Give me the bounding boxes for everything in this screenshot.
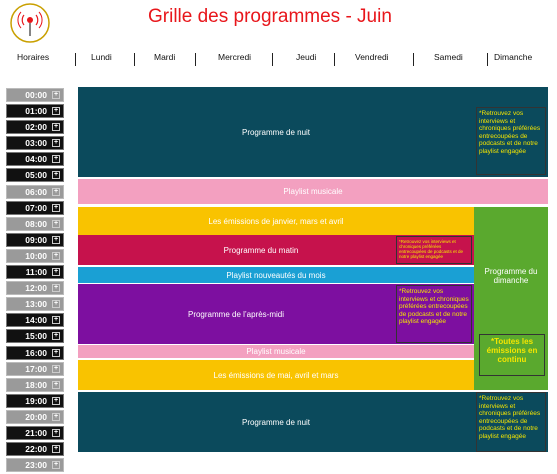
col-horaires: Horaires [17,52,50,62]
expand-icon[interactable]: + [53,187,59,195]
divider [272,53,273,66]
hour-cell[interactable]: 06:00 + [6,185,64,199]
continu-note: *Toutes les émissions en continu [479,334,545,376]
expand-icon[interactable]: + [53,268,59,276]
expand-icon[interactable]: + [53,428,59,436]
expand-icon[interactable]: + [53,203,59,211]
hour-cell[interactable]: 10:00 + [6,249,64,263]
col-vendredi: Vendredi [355,52,389,62]
expand-icon[interactable]: + [53,396,59,404]
hour-cell[interactable]: 19:00 + [6,394,64,408]
hour-cell[interactable]: 12:00 + [6,281,64,295]
divider [487,53,488,66]
expand-icon[interactable]: + [53,155,59,163]
expand-icon[interactable]: + [53,219,59,227]
expand-icon[interactable]: + [53,380,59,388]
program-nuit-block[interactable]: Programme de nuit [78,87,474,177]
hour-cell[interactable]: 02:00 + [6,120,64,134]
hours-column [6,88,64,474]
hour-cell[interactable]: 01:00 + [6,104,64,118]
hour-cell[interactable]: 11:00 + [6,265,64,279]
expand-icon[interactable]: + [53,364,59,372]
divider [134,53,135,66]
col-mercredi: Mercredi [218,52,252,62]
info-note: *Retrouvez vos interviews et chroniques préférées entrecoupées de podcasts et de notre playlist engagée [476,107,546,175]
program-playlist-block[interactable]: Playlist musicale [78,179,548,204]
col-dimanche: Dimanche [494,52,533,62]
expand-icon[interactable]: + [53,284,59,292]
radio-logo [10,3,50,43]
info-note: *Retrouvez vos interviews et chroniques préférées entrecoupées de podcasts et de notre playlist engagée [396,285,472,343]
program-apresmidi-block[interactable]: Programme de l’après-midi [78,284,474,344]
expand-icon[interactable]: + [53,300,59,308]
hour-cell[interactable]: 09:00 + [6,233,64,247]
info-note: *Retrouvez vos interviews et chroniques préférées entrecoupées de podcasts et de notre playlist engagée [476,392,546,452]
divider [195,53,196,66]
expand-icon[interactable]: + [53,348,59,356]
col-samedi: Samedi [434,52,463,62]
program-emissions2-block[interactable]: Les émissions de mai, avril et mars [78,360,474,390]
hour-cell[interactable]: 07:00 + [6,201,64,215]
program-nouveautes-block[interactable]: Playlist nouveautés du mois [78,267,474,283]
col-mardi: Mardi [154,52,176,62]
expand-icon[interactable]: + [53,412,59,420]
page-title: Grille des programmes - Juin [148,6,392,27]
program-emissions-block[interactable]: Les émissions de janvier, mars et avril [78,207,474,235]
program-dimanche-block[interactable]: Programme du dimanche [474,207,548,390]
hour-cell[interactable]: 21:00 + [6,426,64,440]
hour-cell[interactable]: 04:00 + [6,152,64,166]
program-nuit2-block[interactable]: Programme de nuit [78,392,474,452]
hour-cell[interactable]: 03:00 + [6,136,64,150]
hour-cell[interactable]: 14:00 + [6,313,64,327]
expand-icon[interactable]: + [53,171,59,179]
expand-icon[interactable]: + [53,316,59,324]
expand-icon[interactable]: + [53,107,59,115]
expand-icon[interactable]: + [53,251,59,259]
expand-icon[interactable]: + [53,461,59,469]
hour-cell[interactable]: 16:00 + [6,346,64,360]
expand-icon[interactable]: + [53,332,59,340]
hour-cell[interactable]: 13:00 + [6,297,64,311]
hour-cell[interactable]: 23:00 + [6,458,64,472]
program-playlist2-block[interactable]: Playlist musicale [78,345,474,358]
hour-cell[interactable]: 20:00 + [6,410,64,424]
expand-icon[interactable]: + [53,139,59,147]
divider [413,53,414,66]
expand-icon[interactable]: + [53,445,59,453]
hour-cell[interactable]: 15:00 + [6,329,64,343]
col-lundi: Lundi [91,52,112,62]
col-jeudi: Jeudi [296,52,317,62]
expand-icon[interactable]: + [53,123,59,131]
hour-cell[interactable]: 18:00 + [6,378,64,392]
info-note: *Retrouvez vos interviews et chroniques préférées entrecoupées de podcasts et de notre playlist engagée [396,236,472,264]
hour-cell[interactable]: 17:00 + [6,362,64,376]
hour-cell[interactable]: 22:00 + [6,442,64,456]
hour-cell[interactable]: 00:00 + [6,88,64,102]
expand-icon[interactable]: + [53,91,59,98]
expand-icon[interactable]: + [53,235,59,243]
hour-cell[interactable]: 05:00 + [6,168,64,182]
divider [75,53,76,66]
divider [334,53,335,66]
hour-cell[interactable]: 08:00 + [6,217,64,231]
day-header-row [0,52,557,68]
program-matin-block[interactable]: Programme du matin [78,235,474,265]
